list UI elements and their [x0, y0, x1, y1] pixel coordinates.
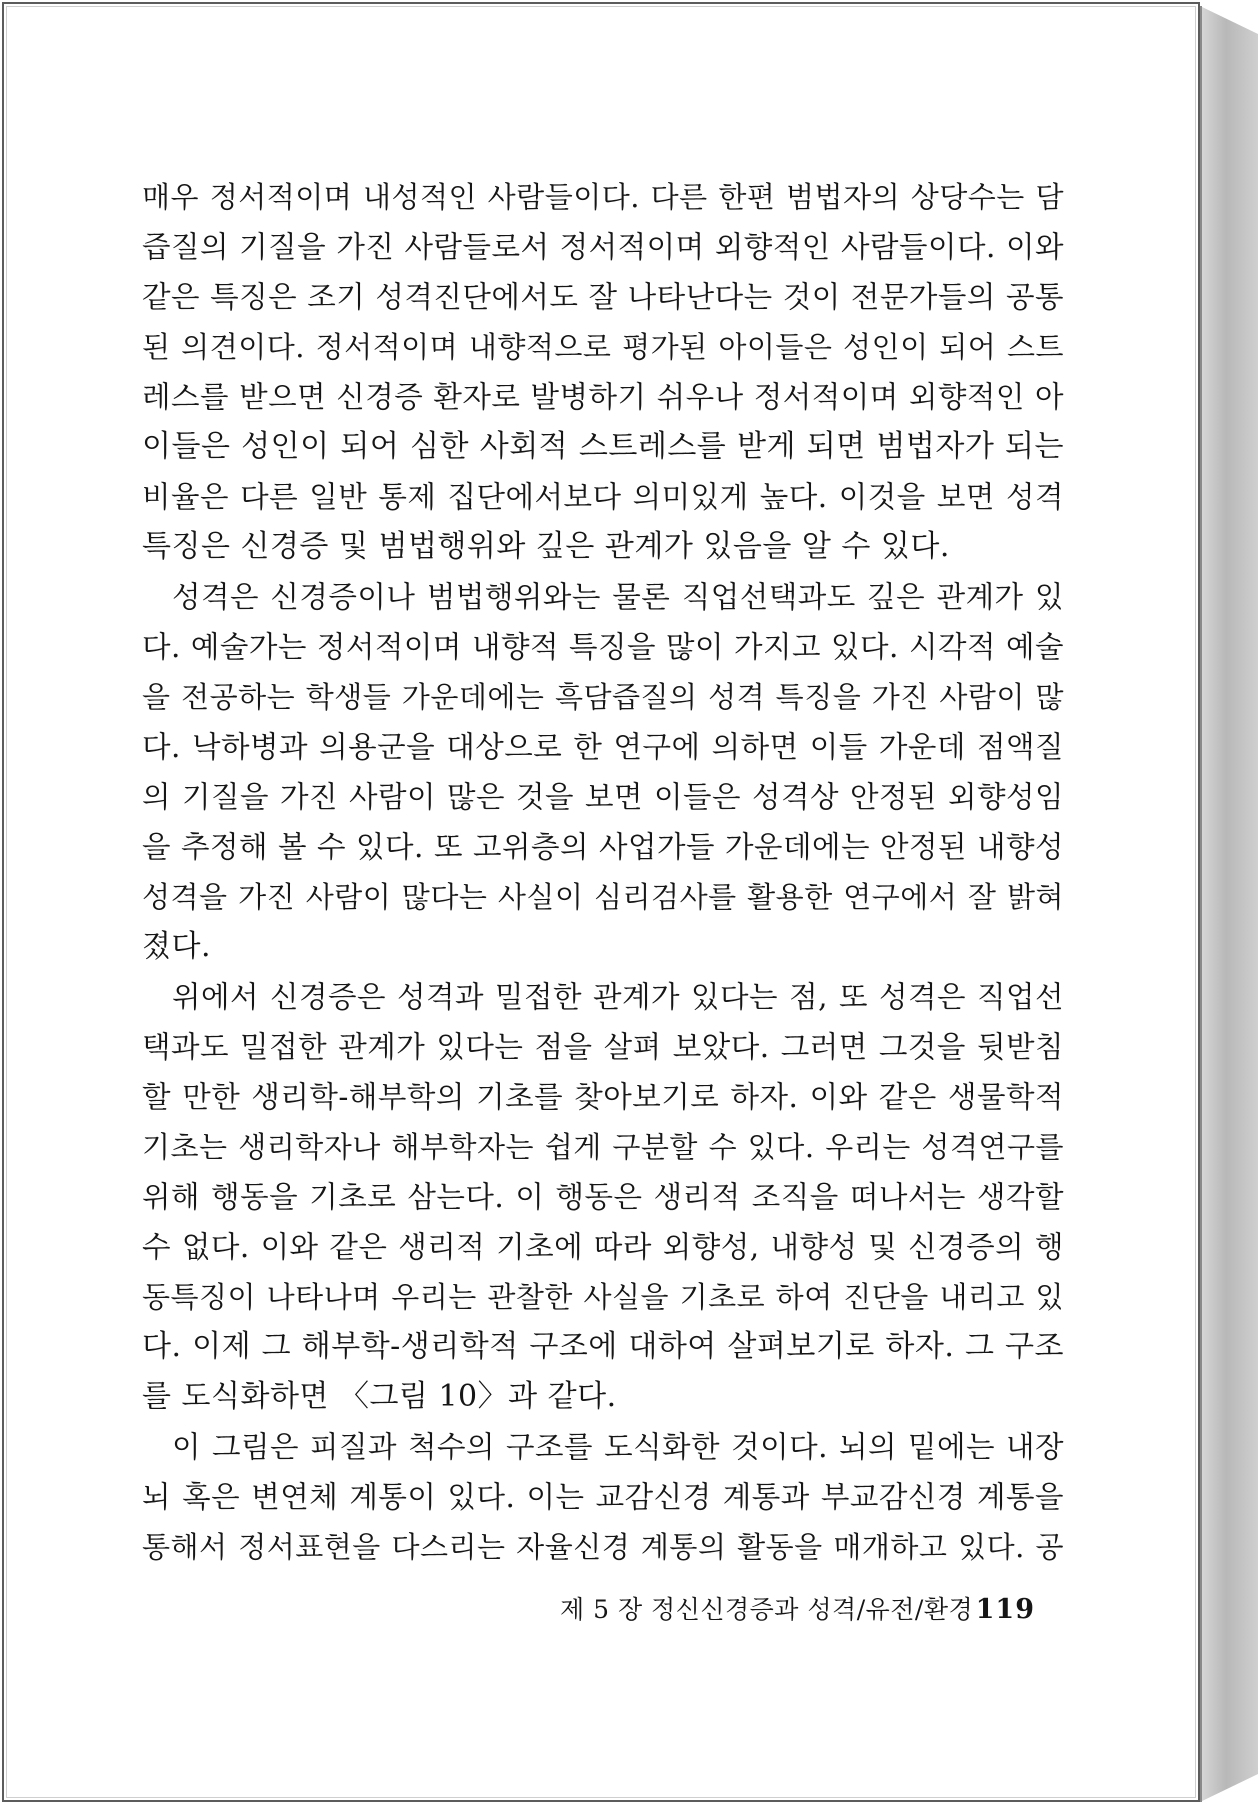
text-line: 뇌 혹은 변연체 계통이 있다. 이는 교감신경 계통과 부교감신경 계통을	[142, 1480, 1064, 1514]
text-line: 다. 이제 그 해부학-생리학적 구조에 대하여 살펴보기로 하자. 그 구조	[142, 1329, 1064, 1364]
book-page	[2, 2, 1200, 1802]
running-footer-chapter-title: 제 5 장 정신신경증과 성격/유전/환경	[560, 1595, 974, 1624]
text-line: 졌다.	[142, 929, 211, 964]
text-line: 매우 정서적이며 내성적인 사람들이다. 다른 한편 범법자의 상당수는 담	[142, 180, 1064, 214]
text-line: 다. 예술가는 정서적이며 내향적 특징을 많이 가지고 있다. 시각적 예술	[142, 630, 1064, 664]
text-line: 택과도 밀접한 관계가 있다는 점을 살펴 보았다. 그러면 그것을 뒷받침	[142, 1030, 1064, 1064]
text-line: 비율은 다른 일반 통제 집단에서보다 의미있게 높다. 이것을 보면 성격	[142, 480, 1064, 514]
book-page-edge	[1200, 6, 1258, 1802]
text-line: 기초는 생리학자나 해부학자는 쉽게 구분할 수 있다. 우리는 성격연구를	[142, 1130, 1064, 1164]
text-line: 을 추정해 볼 수 있다. 또 고위층의 사업가들 가운데에는 안정된 내향성	[142, 830, 1064, 864]
text-line: 특징은 신경증 및 범법행위와 깊은 관계가 있음을 알 수 있다.	[142, 529, 950, 564]
text-line: 를 도식화하면 〈그림 10〉과 같다.	[142, 1379, 617, 1414]
text-line: 이들은 성인이 되어 심한 사회적 스트레스를 받게 되면 범법자가 되는	[142, 429, 1064, 464]
text-line: 같은 특징은 조기 성격진단에서도 잘 나타난다는 것이 전문가들의 공통	[142, 280, 1064, 314]
text-line: 레스를 받으면 신경증 환자로 발병하기 쉬우나 정서적이며 외향적인 아	[142, 380, 1064, 414]
text-line: 할 만한 생리학-해부학의 기초를 찾아보기로 하자. 이와 같은 생물학적	[142, 1080, 1064, 1114]
body-text	[142, 172, 1064, 1572]
page-footer	[560, 1590, 1035, 1626]
text-line: 위해 행동을 기초로 삼는다. 이 행동은 생리적 조직을 떠나서는 생각할	[142, 1180, 1064, 1214]
text-line: 즙질의 기질을 가진 사람들로서 정서적이며 외향적인 사람들이다. 이와	[142, 230, 1064, 264]
text-line: 성격을 가진 사람이 많다는 사실이 심리검사를 활용한 연구에서 잘 밝혀	[142, 880, 1064, 914]
text-line: 을 전공하는 학생들 가운데에는 흑담즙질의 성격 특징을 가진 사람이 많	[142, 680, 1064, 714]
text-line: 이 그림은 피질과 척수의 구조를 도식화한 것이다. 뇌의 밑에는 내장	[172, 1430, 1064, 1464]
text-line: 의 기질을 가진 사람이 많은 것을 보면 이들은 성격상 안정된 외향성임	[142, 780, 1064, 814]
text-line: 된 의견이다. 정서적이며 내향적으로 평가된 아이들은 성인이 되어 스트	[142, 330, 1064, 364]
text-line: 성격은 신경증이나 범법행위와는 물론 직업선택과도 깊은 관계가 있	[172, 580, 1064, 614]
page-number: 119	[975, 1594, 1035, 1625]
text-line: 수 없다. 이와 같은 생리적 기초에 따라 외향성, 내향성 및 신경증의 행	[142, 1230, 1064, 1264]
book-spine-line	[1200, 6, 1202, 1802]
text-line: 통해서 정서표현을 다스리는 자율신경 계통의 활동을 매개하고 있다. 공	[142, 1530, 1064, 1564]
text-line: 동특징이 나타나며 우리는 관찰한 사실을 기초로 하여 진단을 내리고 있	[142, 1280, 1064, 1314]
text-line: 위에서 신경증은 성격과 밀접한 관계가 있다는 점, 또 성격은 직업선	[172, 980, 1064, 1014]
text-line: 다. 낙하병과 의용군을 대상으로 한 연구에 의하면 이들 가운데 점액질	[142, 730, 1064, 764]
